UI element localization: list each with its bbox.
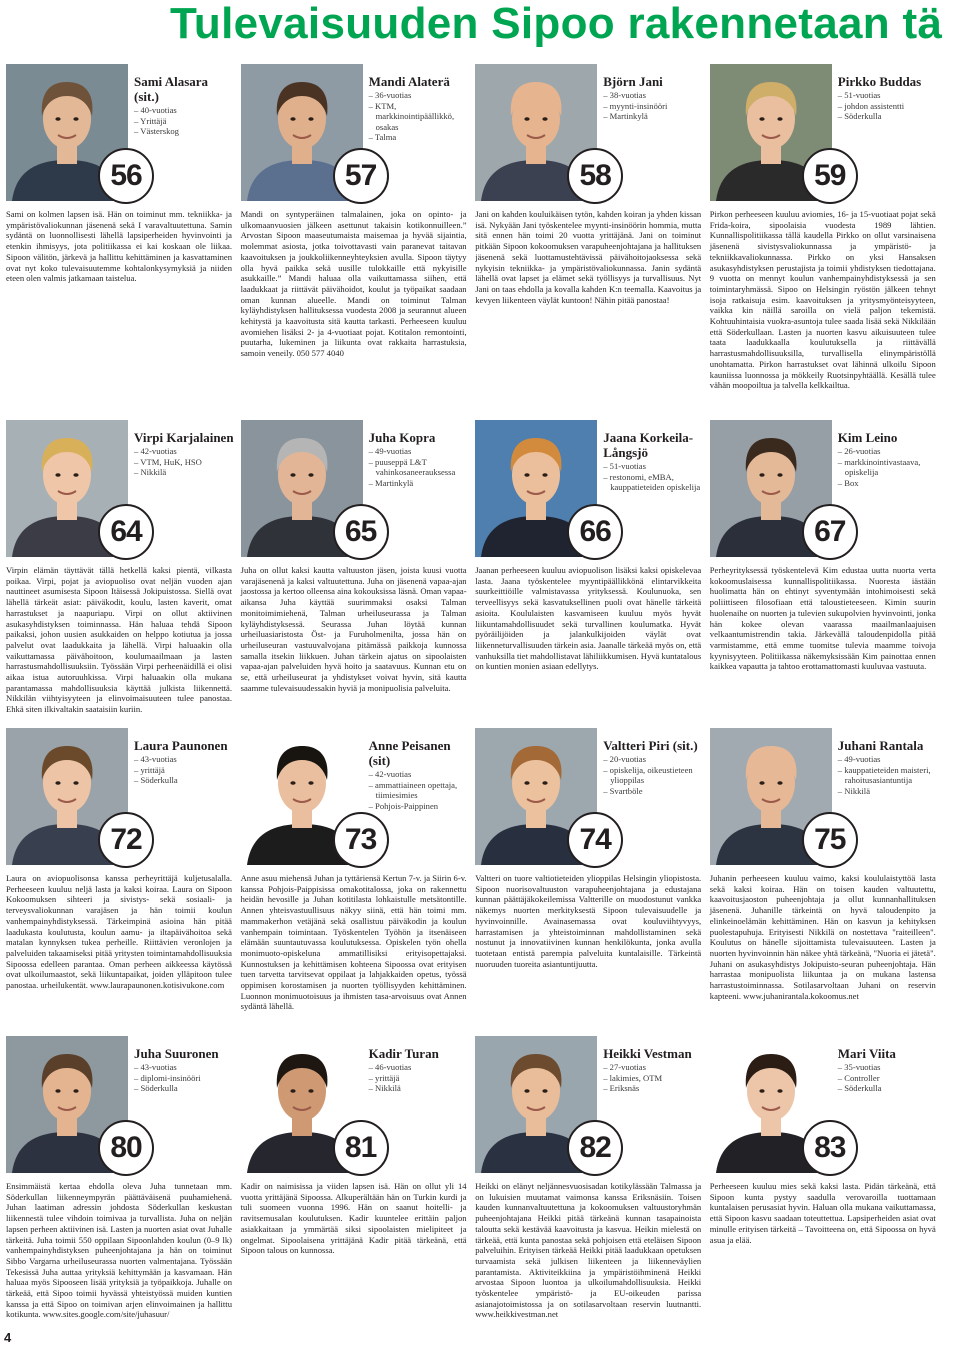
candidate-name: Mandi Alaterä xyxy=(368,74,450,89)
candidate-card xyxy=(6,420,234,720)
candidate-bio: Mandi on syntyperäinen talmalainen, joka on opinto- ja ulkomaanvuosien jälkeen asettunut takaisin kotikonnuilleen.” Arvostan Sipoon maaseutumaista maisemaa ja hyvää sijaintia, molemmat asiosta, jotka toivottavasti vain paranevat taitavan kaavoituksen ja joukkoliikenneyhteyksien avulla. Sipoon täytyy olla hyvä paikka sekä uusille tulokkaille että nykyisille asukkaille.” Mandi haluaa olla vaikuttamassa siihen, että laadukkaat ja riittävät päivähoidot, koulut ja työpaikat saadaan oman kunnan alueelle. Mandi on toiminut Talman kyläyhdistyksen hallituksessa vuodesta 2008 ja seurannut alueen kehitystä ja kaavoitusta sitä kautta tarkasti. Perheeseen kuuluu avomiehen lisäksi 2- ja 4-vuotiaat pojat. Kotitalon remontointi, puutarha, lukeminen ja liikunta ovat rakkaita harrastuksia, samoin veneily. 050 577 4040 xyxy=(240,209,467,359)
candidate-detail: – johdon assistentti xyxy=(838,101,938,112)
candidate-card xyxy=(6,64,234,420)
candidate-details xyxy=(134,1062,234,1094)
candidate-bio: Juhanin perheeseen kuuluu vaimo, kaksi koululaistyttöä lasta sekä kaksi koiraa. Hän on toisen kauden valtuutettu, kaavoitusjaoston puheenjohtaja ja ollut kunnanhallituksen jäsenenä. Juhanille tärkeintä on hyvä taloudenpito ja elinkeinoelämän kehittäminen. Hän on kasvun ja kehityksen puolestapuhuja. Erityisesti Nikkilä on nostettava "raiteilleen". Koulutus on hänelle sijoittamista tulevaisuuteen. Lasten ja nuorten hyvinvoinnin hän näkee yhtä tärkeänä, "Nuoria ei jätetä". Juhani on asukasyhdistys Jokipuisto-seuran puheenjohtaja. Hän harrastaa monipuolista liikuntaa ja on mukana lastensa harrastustoiminnassa. Sotilasarvoltaan Juhani on reservin kapteeni. www.juhanirantala.kokoomus.net xyxy=(709,873,936,1001)
candidate-detail: – Söderkulla xyxy=(838,111,938,122)
candidate-row xyxy=(6,728,954,1046)
page-headline: Tulevaisuuden Sipoo rakennetaan tä xyxy=(170,0,943,48)
candidate-bio: Laura on aviopuolisonsa kanssa perheyrittäjä kuljetusalalla. Perheeseen kuuluu neljä lasta ja kaksi koiraa. Laura on Sipoon Kokoomuksen sihteeri ja sivistys- sekä sosiaali- ja terveysvaliokunnan varajäsen ja hän toimii koulun vanhempainyhdistyksessä. Tärkeimpinä asioina hän pitää laadukasta koulutusta, koulun aamu- ja iltapäivähoitoa sekä matalan kynnyksen tukea perheille. Riittävien veronlojen ja palveluiden takaamiseksi pitää yritysten toimintamahdollisuuksia Sipoossa edelleen parantaa. Oman perheen aikkeessa käytössä ovat ulkoilumaastot, sekä liikuntapaikat, joiden ylläpitoon tulee panostaa. urheilukentät. www.laurapaunonen.kotisivukone.com xyxy=(6,873,232,991)
candidate-number: 74 xyxy=(567,812,623,868)
candidate-details xyxy=(603,461,703,493)
candidate-detail: – restonomi, eMBA, kauppatieteiden opiskelija xyxy=(603,472,703,493)
candidate-bio: Sami on kolmen lapsen isä. Hän on toiminut mm. tekniikka- ja ympäristövaliokunnan jäsenenä sekä I varavaltuutettuna. Samin sydäntä on luonnollisesti lähellä lapsiperheiden hyvinvointi ja etenkin ihmisyys, jota politiikassa ei kai koskaan ole liikaa. Sipoon välitön, järkevä ja hallittu kehittäminen ja kasvattaminen ovat nyt koko tulevaisuutemme kohtalonkysymyksiä ja niiden eteen olen valmis jatkamaan taistelua. xyxy=(6,209,232,284)
candidate-number: 57 xyxy=(333,148,389,204)
candidate-card xyxy=(710,64,938,420)
candidate-number: 80 xyxy=(98,1120,154,1176)
candidate-details xyxy=(603,90,703,122)
candidate-number: 66 xyxy=(567,504,623,560)
candidate-detail: – 43-vuotias xyxy=(134,1062,234,1073)
candidate-detail: – Söderkulla xyxy=(134,1083,234,1094)
candidate-detail: – Yrittäjä xyxy=(134,116,234,127)
candidate-info xyxy=(134,430,234,478)
candidate-name: Valtteri Piri (sit.) xyxy=(603,738,698,753)
candidate-number: 72 xyxy=(98,812,154,868)
candidate-detail: – 36-vuotias xyxy=(369,90,469,101)
candidate-detail: – 49-vuotias xyxy=(838,754,938,765)
candidate-name: Björn Jani xyxy=(603,74,663,89)
candidate-info xyxy=(369,738,469,811)
candidate-name: Kadir Turan xyxy=(368,1046,439,1061)
candidate-bio: Pirkon perheeseen kuuluu aviomies, 16- ja 15-vuotiaat pojat sekä Frida-koira, sipoolaisia vuodesta 1989 lähtien. Kunnallispolitiikassa tällä kaudella Pirkko on ollut varsinaisena jäsenenä sivistysvaliokunnassa ja ympäristö- ja tekniikkavaliokunnassa. Pirkko on yksi Hansaksen asukasyhdistyksen perustajista ja toimii yhdistyksen tiedottajana. 9 vuotta on mennyt koulun vanhempainyhdistyksessä ja sen toimintaryhmässä. Sipoo on Helsingin ryöstön jälkeen tehnyt isoja ratkaisuja esim. kaavoituksen ja yritysmyönteisyyteen, vaikka kin näillä saroilla on vielä paljon tekemistä. Kohtuuhintaisia vuokra-asuntoja tulee saada lisää sekä Nikkilään että Söderkullaan. Lasten ja nuorten kasvu aikuisuuteen tulee taata laadukkaalla koulutuksella ja riittävällä harrastusmahdollisuuksilla, turvallisella elinympäristöllä unohtamatta. Pirkon harrastukset ovat lähinnä ulkoilu Sipoon kauniissa luonnossa ja mökkeily Ruotsinpyhtäällä. Kesällä tulee vähän moopoiltua ja talvella kelkkailtua. xyxy=(709,209,936,391)
candidate-number: 59 xyxy=(802,148,858,204)
candidate-details xyxy=(134,754,234,786)
candidate-details xyxy=(838,754,938,796)
candidate-card xyxy=(6,728,234,1046)
candidate-info xyxy=(369,1046,469,1094)
candidate-bio: Valtteri on tuore valtiotieteiden ylioppilas Helsingin yliopistosta. Sipoon nuorisovaltuuston varapuheenjohtajana ja edustajana kunnan päättäjäkokeilemissa Valtterille on muodostunut vankka näkemys nuorten merkityksestä Sipoon tulevaisuudelle ja hyvinvoinnille. Avainasemassa ovat kouluviihtyvyys, harrastamisen ja yhteistoiminnan mahdollistaminen sekä nostunut ja innovatiivinen kunnan henkilökunta, jonka avulla tuotetaan entistä parempia palveluita kuntalaisille. Tärkeintä nuoruuden tuoreita asiantuntijuutta. xyxy=(475,873,702,969)
candidate-card xyxy=(710,1036,938,1324)
candidate-card xyxy=(241,64,469,420)
candidate-details xyxy=(838,1062,938,1094)
candidate-row xyxy=(6,64,954,420)
candidate-detail: – Talma xyxy=(369,132,469,143)
candidate-name: Jaana Korkeila-Långsjö xyxy=(603,430,694,460)
candidate-number: 82 xyxy=(567,1120,623,1176)
candidate-info xyxy=(134,738,234,786)
candidate-detail: – 51-vuotias xyxy=(838,90,938,101)
candidate-details xyxy=(369,769,469,811)
candidate-bio: Heikki on elänyt neljännesvuosisadan kotikylässään Talmassa ja on lukuisien muutamat vaimonsa kanssa Eriksnäsiin. Toisen kauden kunnanvaltuutettuna ja kokoomuksen valtuustoryhmän puheenjohtajana Heikki pitää tärkeänä kunnan tasapainoista taloutta sekä kestävää kaavoitusta ja kasvua. Heikin mielestä on tärkeää, että kunta panostaa sekä pohjoisen että eteläisen Sipoon palveluihin. Erityisen tärkeää Heikki pitää laadukkaan opetuksen turvaamista sekä julkisen liikenteen ja liikenneväylien parantamista. Aktiviteikkiina ja ympäristöihminenä Heikki arvostaa Sipoon luontoa ja ulkoilumahdollisuuksia. Heikki työskentelee ympäristö- ja EU-oikeuden parissa asianajotoimistossa ja on sotilasarvoltaan reservin luutnantti. www.heikkivestman.net xyxy=(475,1181,702,1320)
candidate-info xyxy=(369,430,469,488)
candidate-detail: – diplomi-insinööri xyxy=(134,1073,234,1084)
candidate-name: Laura Paunonen xyxy=(134,738,228,753)
candidate-detail: – Nikkilä xyxy=(369,1083,469,1094)
candidate-detail: – 27-vuotias xyxy=(603,1062,703,1073)
candidate-card xyxy=(241,420,469,720)
candidate-bio: Kadir on naimisissa ja viiden lapsen isä. Hän on ollut yli 14 vuotta yrittäjänä Sipoossa. Alkuperältään hän on Turkin kurdi ja tuli suomeen vuonna 1996. Hän on saanut hoitelli- ja ravitsemusalan koulutuksen. Kadir kuuntelee erittäin paljon asiakkaitaan ja ymmärtää siksi sipoolaisten mielipiteet ja ongelmat. Sipoolaisena yrittäjänä Kadir pitää tärkeänä, että Sipoon talous on kunnossa. xyxy=(240,1181,467,1256)
candidate-detail: – Pohjois-Paippinen xyxy=(369,801,469,812)
candidate-name: Juha Kopra xyxy=(368,430,436,445)
candidate-number: 67 xyxy=(802,504,858,560)
candidate-card xyxy=(475,64,703,420)
candidate-name: Heikki Vestman xyxy=(603,1046,692,1061)
candidate-name: Juha Suuronen xyxy=(134,1046,219,1061)
candidate-details xyxy=(369,90,469,143)
candidate-info xyxy=(838,430,938,488)
candidate-details xyxy=(838,446,938,488)
candidate-number: 58 xyxy=(567,148,623,204)
candidate-detail: – Söderkulla xyxy=(134,775,234,786)
candidate-card xyxy=(710,420,938,720)
candidate-number: 73 xyxy=(333,812,389,868)
candidate-name: Anne Peisanen (sit) xyxy=(368,738,451,768)
candidate-detail: – 35-vuotias xyxy=(838,1062,938,1073)
candidate-detail: – puuseppä L&T vahinkosaneerauksessa xyxy=(369,457,469,478)
candidate-number: 65 xyxy=(333,504,389,560)
candidate-detail: – Nikkilä xyxy=(134,467,234,478)
candidate-detail: – Box xyxy=(838,478,938,489)
candidate-details xyxy=(134,446,234,478)
candidate-info xyxy=(369,74,469,143)
candidate-detail: – kauppatieteiden maisteri, rahoitusasiantuntija xyxy=(838,765,938,786)
candidate-card xyxy=(241,1036,469,1324)
candidate-number: 75 xyxy=(802,812,858,868)
candidate-bio: Perheyrityksessä työskentelevä Kim edustaa uutta nuorta verta kokoomuslaisessa kunnallispolitiikassa. Nuoresta iästään huolimatta hän on ehtinyt syventymään intohimoisesti sekä poliittiseen filosofiaan että taloustieteeseen. Kimin suurin huolenaihe on nuorten ja tulevien sukupolvien hyvinvointi, jonka hän kokee olevan vaarassa maailmanlaajuisen velkaantumistrendin takia. Järkevällä taloudenpidolla pitää varmistamme, että emme tuomitse tulevia maamme toivoja kyynisyyteen. Politiikassa näkemyksissään Kim painottaa ennen kaikkea vapautta ja tahtoo erottamattomasti kuuluvaa vastuuta. xyxy=(709,565,936,672)
candidate-card xyxy=(710,728,938,1046)
page-number: 4 xyxy=(4,1330,12,1345)
candidate-detail: – KTM, markkinointipäällikkö, osakas xyxy=(369,101,469,133)
candidate-detail: – Martinkylä xyxy=(603,111,703,122)
candidate-detail: – Martinkylä xyxy=(369,478,469,489)
candidate-card xyxy=(241,728,469,1046)
candidate-detail: – Västerskog xyxy=(134,126,234,137)
candidate-detail: – markkinointivastaava, opiskelija xyxy=(838,457,938,478)
candidate-info xyxy=(603,738,703,796)
candidate-bio: Perheeseen kuuluu mies sekä kaksi lasta. Pidän tärkeänä, että Sipoon kunta pystyy saadulla verovaroilla tuottamaan kuntalaisen perusasiat hyvin. Haluan olla mukana vaikuttamassa, että Sipoon kasvu saadaan toteuttettua. Lapsiperheiden asiat ovat minulle erityisen tärkeitä – Tavoitteena on, että Sipoossa on hyvä asua ja elää. xyxy=(709,1181,936,1245)
candidate-bio: Virpin elämän täyttävät tällä hetkellä kaksi pientä, vilkasta poikaa. Virpi, pojat ja aviopuoliso ovat neljän vuoden ajan nauttineet asumisesta Sipoon Itäisessä Jokipuistossa. Siellä ovat lähellä tärkeät asiat: päiväkodit, koulu, lasten kaverit, omat harrastukset ja naapuriapu. Virpi on ollut aktiivinen asukasyhdistyksen toiminnassa. Hän haluaa tehdä Sipoon paikaksi, johon uusien asukkaiden on helppo kotiutua ja jossa palvelut ovat laadukkaita ja lähellä. Virpi haluaakin olla vaikuttamassa päivähoitoon, koulumaailmaan ja lasten harrastusmahdollisuuksiin. Työssään Virpi perheenäidillä ei olisi aikaa istua autoruuhkissa. Virpi haluaakin olla mukana parantamassa mahdollisuuksia käyttää julkista liikennettä. Nikkilän viihtyisyyteen ja elinvoimaisuuteen tulee panostaa. Ehkä siten ilkivaltakin saataisiin kuriin. xyxy=(6,565,232,715)
candidate-detail: – opiskelija, oikeustieteen ylioppilas xyxy=(603,765,703,786)
candidate-name: Virpi Karjalainen xyxy=(134,430,234,445)
candidate-detail: – 43-vuotias xyxy=(134,754,234,765)
candidate-info xyxy=(134,1046,234,1094)
candidate-detail: – 46-vuotias xyxy=(369,1062,469,1073)
candidate-details xyxy=(369,446,469,488)
candidate-detail: – 51-vuotias xyxy=(603,461,703,472)
candidate-info xyxy=(838,74,938,122)
candidate-detail: – Söderkulla xyxy=(838,1083,938,1094)
candidate-row xyxy=(6,420,954,720)
candidate-card xyxy=(475,1036,703,1324)
candidate-info xyxy=(838,1046,938,1094)
candidate-details xyxy=(838,90,938,122)
candidate-bio: Juha on ollut kaksi kautta valtuuston jäsen, joista kuusi vuotta varajäsenenä ja kaksi valtuutettuna. Juha on jäsenenä vapaa-ajan jaostossa ja kertoo olleensa aina kokouksissa läsnä. Oman vapaa-aikansa Juha käyttää suurimmaksi osaksi Talman monitoimimiehenä, Talman urheiluseurassa ja Talman kyläyhdistyksessä. Seurassa Juhan löytää kunnan urheiluasiaristosta Öst- ja Furuholmenilta, jossa hän on urheiluseuran vastuuvalvojana pitämässä paikkoja kunnossa samalla itsekin liikkuen. Juhan tärkein ajatus on sipoolaisten vapaa-ajan palveluiden hyvä hoito ja saatavuus. Kunnan etu on se, että urheiluseurat ja yhdistykset voivat hyvin, sitä kautta saamme tulevaisuudessakin hyviä ja monipuolisia palveluita. xyxy=(240,565,467,693)
candidate-info xyxy=(603,74,703,122)
candidate-info xyxy=(603,1046,703,1094)
candidate-details xyxy=(369,1062,469,1094)
candidate-detail: – yrittäjä xyxy=(134,765,234,776)
candidate-number: 81 xyxy=(333,1120,389,1176)
candidate-row xyxy=(6,1036,954,1324)
candidate-card xyxy=(6,1036,234,1324)
candidate-details xyxy=(134,105,234,137)
candidate-name: Kim Leino xyxy=(837,430,898,445)
candidate-detail: – 42-vuotias xyxy=(134,446,234,457)
candidate-details xyxy=(603,754,703,796)
candidate-detail: – ammattiaineen opettaja, tiimiesimies xyxy=(369,780,469,801)
candidate-detail: – VTM, HuK, HSO xyxy=(134,457,234,468)
candidate-detail: – Eriksnäs xyxy=(603,1083,703,1094)
candidate-name: Juhani Rantala xyxy=(837,738,924,753)
candidate-name: Pirkko Buddas xyxy=(837,74,922,89)
candidate-detail: – yrittäjä xyxy=(369,1073,469,1084)
candidate-bio: Jani on kahden kouluikäisen tytön, kahden koiran ja yhden kissan isä. Nykyään Jani työskentelee myynti-insinöörin hommia, mutta sitä ennen hän toimi 20 vuotta yrittäjänä. Jani on toiminut pitkään Sipoon kokoomuksen varapuheenjohtajana ja hallituksen jäsenenä sekä luottamustehtävissä päivähoitojaoksessa sekä nykyisin tekniikka- ja ympäristövaliokunnassa. Janin sydäntä lähellä ovat lapset ja elämet sekä työllisyys ja turvallisuus. Nyt Jani on taas ehdolla ja kovalla kahden K:n teemalla. Kaavoitus ja kevyen liikenteen väylät kuntoon! Nähin pitää panostaa! xyxy=(475,209,702,305)
candidate-detail: – Svartböle xyxy=(603,786,703,797)
candidate-detail: – myynti-insinööri xyxy=(603,101,703,112)
candidate-detail: – lakimies, OTM xyxy=(603,1073,703,1084)
candidate-detail: – 26-vuotias xyxy=(838,446,938,457)
candidate-number: 83 xyxy=(802,1120,858,1176)
candidate-name: Mari Viita xyxy=(837,1046,896,1061)
candidate-info xyxy=(134,74,234,137)
candidate-detail: – Controller xyxy=(838,1073,938,1084)
candidate-name: Sami Alasara (sit.) xyxy=(134,74,209,104)
candidate-detail: – Nikkilä xyxy=(838,786,938,797)
candidate-info xyxy=(603,430,703,493)
candidate-details xyxy=(603,1062,703,1094)
candidate-bio: Jaanan perheeseen kuuluu aviopuolison lisäksi kaksi opiskelevaa lasta. Jaana työskentelee myyntipäällikkönä elintarvikkeita suurkeittiöille valmistavassa yrityksessä. Koulunuoka, sen terveellisyys sekä kasvatuksellinen puoli ovat hänelle tärkeitä asioita. Koululaisten kasvamiseen kuuluu myös hyvät liikuntamahdollisuudet sekä turvallinen koulumatka. Hyvät pyöräilijöiden ja jalankulkijoiden väylät ovat liikenneturvallisuuden tärkein asia. Jaanalle tärkeää myös on, että vanhuksilla tiet mahdollistavat lähiliikkumisen. Hyvä kuntatalous on kuntien monien asiaan edellytys. xyxy=(475,565,702,672)
candidate-detail: – 49-vuotias xyxy=(369,446,469,457)
candidate-number: 64 xyxy=(98,504,154,560)
candidate-detail: – 40-vuotias xyxy=(134,105,234,116)
candidate-detail: – 42-vuotias xyxy=(369,769,469,780)
candidate-number: 56 xyxy=(98,148,154,204)
candidate-detail: – 20-vuotias xyxy=(603,754,703,765)
candidate-detail: – 38-vuotias xyxy=(603,90,703,101)
candidate-card xyxy=(475,728,703,1046)
candidate-info xyxy=(838,738,938,796)
candidate-bio: Ensimmäistä kertaa ehdolla oleva Juha tunnetaan mm. Söderkullan liikenneympyrän päättäväisenä puuhamiehenä. Juhan laatiman adressin johdosta Söderkullan keskustan liikennestä tulee vihdoin toimivaa ja turvallista. Juha on neljän lapsen perheen aktiivinen isä. Lasten ja nuorten asiat ovat Juhalle tärkeitä. Juha toimii 550 oppilaan Sipoonlahden koulun (0–9 lk) vanhempainyhdistyksen puheenjohtajana ja hän on toiminut Sibbo Vargarna urheiluseurassa nuorten valmentajana. Työssään Tekesissä Juha auttaa yrityksiä kehittymään ja kasvamaan. Hän haluaa myös Sipooseen lisää yrityksiä ja työpaikkoja. Juhalle on tärkeää, että Sipoo toimii hyvässä yhteistyössä muiden kuntien kanssa ja että Sipoo on toimivan arjen elinvoimainen ja hallittu kotikunta. www.sites.google.com/site/juhasuur/ xyxy=(6,1181,232,1320)
candidate-card xyxy=(475,420,703,720)
candidate-bio: Anne asuu miehensä Juhan ja tyttäriensä Kertun 7-v. ja Siirin 6-v. kanssa Pohjois-Paippisissa omakotitalossa, joka on rakennettu heidän hevosille ja Juhan kotitilasta lohkaistulle metsätontille. Annen yhteisvastuullisuus näkyy siinä, että hän toimi mm. mammakerhon vetäjänä sekä osallistuu päiväkodin ja koulun vanhempain toimintaan. Työskentelen Työhön ja itsenäiseen elämään suuntautuvassa koulutuksessa. Opiskelen työn ohella monimuoto-opiskeluna ammatillisiksi erityisopettajaksi. Kunnostuksen ja kehittämisen kohteena Sipoossa ovat erityisen tuen tarvetta tarvitsevat oppilaat ja lahjakkaiden opetus, työssä oppimisen korostamisen ja nuorten työllisyyden kehittäminen. Luonnon monimuotoisuus ja ihmisten tasa-arvoisuus ovat Annen sydäntä lähellä. xyxy=(240,873,467,1012)
